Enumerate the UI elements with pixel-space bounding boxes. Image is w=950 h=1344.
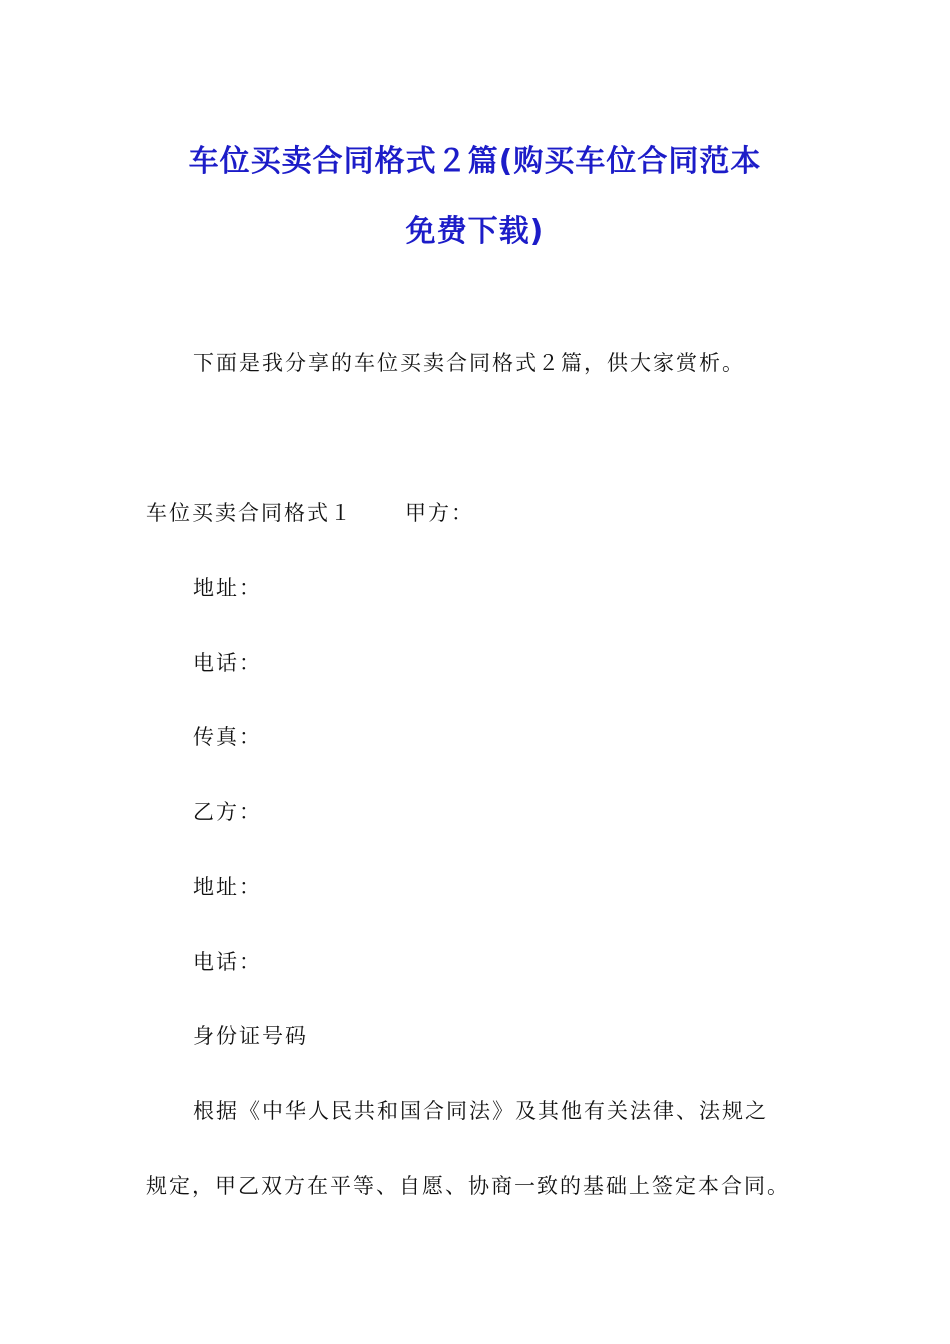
field-id-number: 身份证号码 bbox=[193, 1024, 308, 1048]
field-phone-b: 电话： bbox=[193, 950, 262, 974]
field-address-a: 地址： bbox=[193, 576, 262, 600]
section-heading-row bbox=[146, 497, 474, 527]
contract-paragraph-line-1: 根据《中华人民共和国合同法》及其他有关法律、法规之 bbox=[193, 1099, 768, 1123]
field-party-b: 乙方： bbox=[193, 800, 262, 824]
field-phone-a: 电话： bbox=[193, 651, 262, 675]
document-title-line-1: 车位买卖合同格式２篇(购买车位合同范本 bbox=[188, 144, 762, 179]
field-address-b: 地址： bbox=[193, 875, 262, 899]
document-title-line-2: 免费下载) bbox=[405, 214, 545, 249]
party-a-label: 甲方： bbox=[405, 501, 474, 525]
intro-paragraph: 下面是我分享的车位买卖合同格式２篇，供大家赏析。 bbox=[193, 351, 745, 375]
contract-paragraph-line-2: 规定，甲乙双方在平等、自愿、协商一致的基础上签定本合同。 bbox=[146, 1174, 790, 1198]
field-fax-a: 传真： bbox=[193, 725, 262, 749]
section-heading: 车位买卖合同格式１ bbox=[146, 501, 353, 525]
